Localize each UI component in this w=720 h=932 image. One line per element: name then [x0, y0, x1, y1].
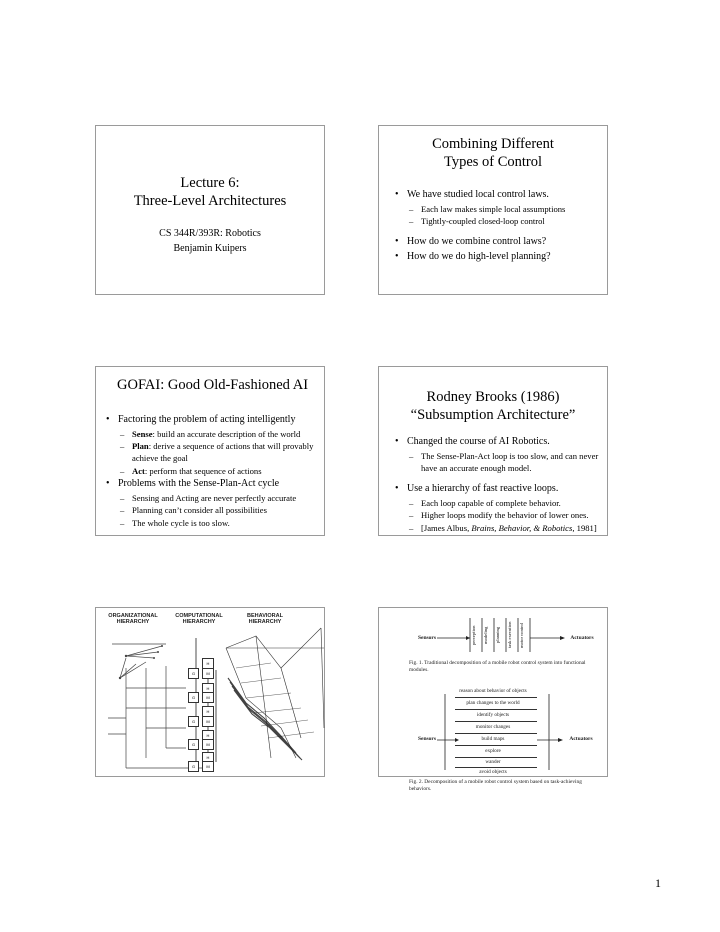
bullet-item: • How do we combine control laws?	[395, 235, 601, 250]
layer-reason-about-behavior: reason about behavior of objects	[459, 688, 527, 694]
slide4-title-line-2: “Subsumption Architecture”	[410, 407, 576, 424]
sub-bullet-item: – Each loop capable of complete behavior.	[395, 497, 601, 509]
slide-gofai	[95, 366, 325, 536]
sub-bullet-item: – Planning can’t consider all possibilities	[106, 504, 318, 516]
citation-prefix: [James Albus,	[421, 522, 472, 533]
sub-bullet-item: – Tightly-coupled closed-loop control	[395, 215, 601, 227]
slide-combining-control	[378, 125, 608, 295]
g-node: G	[188, 692, 199, 703]
sub-bullet-item: – The whole cycle is too slow.	[106, 517, 318, 529]
author-name: Benjamin Kuipers	[173, 243, 247, 255]
g-node: G	[188, 668, 199, 679]
slide2-bullets	[395, 188, 601, 264]
layer-monitor-changes: monitor changes	[475, 724, 511, 730]
term-plan: Plan	[132, 440, 149, 451]
layer-avoid-objects: avoid objects	[479, 769, 507, 775]
g-node: G	[188, 716, 199, 727]
slide-subsumption	[378, 366, 608, 536]
lecture-title	[96, 174, 324, 210]
slide-decomposition-figure	[378, 607, 608, 792]
lecture-title-line-2: Three-Level Architectures	[133, 193, 287, 210]
lecture-info	[96, 226, 324, 256]
sub-bullet-item: – Each law makes simple local assumptions	[395, 203, 601, 215]
bullet-item: • We have studied local control laws.	[395, 188, 601, 203]
term-act: Act	[132, 465, 145, 476]
slide2-title	[379, 135, 607, 171]
sub-bullet-item: – The Sense-Plan-Act loop is too slow, and can never have an accurate enough model.	[395, 450, 601, 475]
m-node: M	[202, 761, 214, 772]
module-planning: planning	[495, 626, 500, 644]
label-organizational-hierarchy: ORGANIZATIONAL HIERARCHY	[108, 613, 158, 626]
slide3-bullets	[106, 413, 318, 529]
m-node: M	[202, 692, 214, 703]
bullet-item: • How do we do high-level planning?	[395, 250, 601, 265]
sub-bullet-act	[106, 465, 318, 477]
citation-suffix: , 1981]	[572, 522, 597, 533]
h-node: H	[202, 683, 214, 694]
bullet-item: • Changed the course of AI Robotics.	[395, 435, 601, 450]
slide-lecture-title	[95, 125, 325, 295]
bullet-item: • Problems with the Sense-Plan-Act cycle	[106, 477, 318, 492]
slide2-title-line-1: Combining Different	[432, 136, 554, 152]
label-computational-hierarchy: COMPUTATIONAL HIERARCHY	[175, 613, 223, 626]
layer-build-maps: build maps	[481, 736, 505, 742]
slide4-title	[379, 388, 607, 424]
term-sense: Sense	[132, 428, 153, 439]
act-description: : perform that sequence of actions	[144, 465, 262, 476]
page-number: 1	[655, 876, 661, 890]
layer-wander: wander	[485, 759, 501, 765]
citation-title: Brains, Behavior, & Robotics	[471, 522, 573, 533]
m-node: M	[202, 668, 214, 679]
module-motor-control: motor control	[519, 622, 524, 648]
sense-description: : build an accurate description of the world	[152, 428, 301, 439]
sensors-label-fig1: Sensors	[417, 635, 437, 641]
sub-bullet-item: – Higher loops modify the behavior of lower ones.	[395, 509, 601, 521]
bullet-item: • Use a hierarchy of fast reactive loops.	[395, 482, 601, 497]
h-node: H	[202, 730, 214, 741]
g-node: G	[188, 739, 199, 750]
actuators-label-fig2: Actuators	[569, 736, 593, 742]
fig1-caption: Fig. 1. Traditional decomposition of a mobile robot control system into functional modules.	[409, 660, 586, 673]
m-node: M	[202, 739, 214, 750]
actuators-label-fig1: Actuators	[570, 635, 594, 641]
m-node: M	[202, 716, 214, 727]
course-name: CS 344R/393R: Robotics	[159, 228, 261, 240]
g-node: G	[188, 761, 199, 772]
layer-plan-changes: plan changes to the world	[466, 700, 520, 706]
h-node: H	[202, 752, 214, 763]
slide-hierarchy-figure	[95, 607, 325, 777]
h-node: H	[202, 658, 214, 669]
slide4-title-line-1: Rodney Brooks (1986)	[426, 389, 560, 405]
plan-description: : derive a sequence of actions that will provably achieve the goal	[132, 440, 314, 464]
h-node: H	[202, 706, 214, 717]
label-behavioral-hierarchy: BEHAVIORAL HIERARCHY	[247, 613, 283, 626]
bullet-item: • Factoring the problem of acting intelligently	[106, 413, 318, 428]
sensors-label-fig2: Sensors	[417, 736, 437, 742]
module-modeling: modeling	[483, 626, 488, 644]
fig2-caption: Fig. 2. Decomposition of a mobile robot control system based on task-achieving behaviors.	[409, 779, 582, 792]
sub-bullet-sense	[106, 428, 318, 440]
module-task-execution: task execution	[507, 621, 512, 649]
layer-identify-objects: identify objects	[476, 712, 510, 718]
slide3-title: GOFAI: Good Old-Fashioned AI	[117, 377, 309, 393]
module-perception: perception	[471, 625, 476, 645]
sub-bullet-item: – Sensing and Acting are never perfectly accurate	[106, 492, 318, 504]
sub-bullet-citation	[395, 522, 601, 534]
layer-explore: explore	[485, 748, 501, 754]
lecture-title-line-1: Lecture 6:	[180, 175, 240, 191]
slide4-bullets	[395, 435, 601, 534]
sub-bullet-plan	[106, 440, 318, 465]
slide2-title-line-2: Types of Control	[443, 154, 543, 171]
